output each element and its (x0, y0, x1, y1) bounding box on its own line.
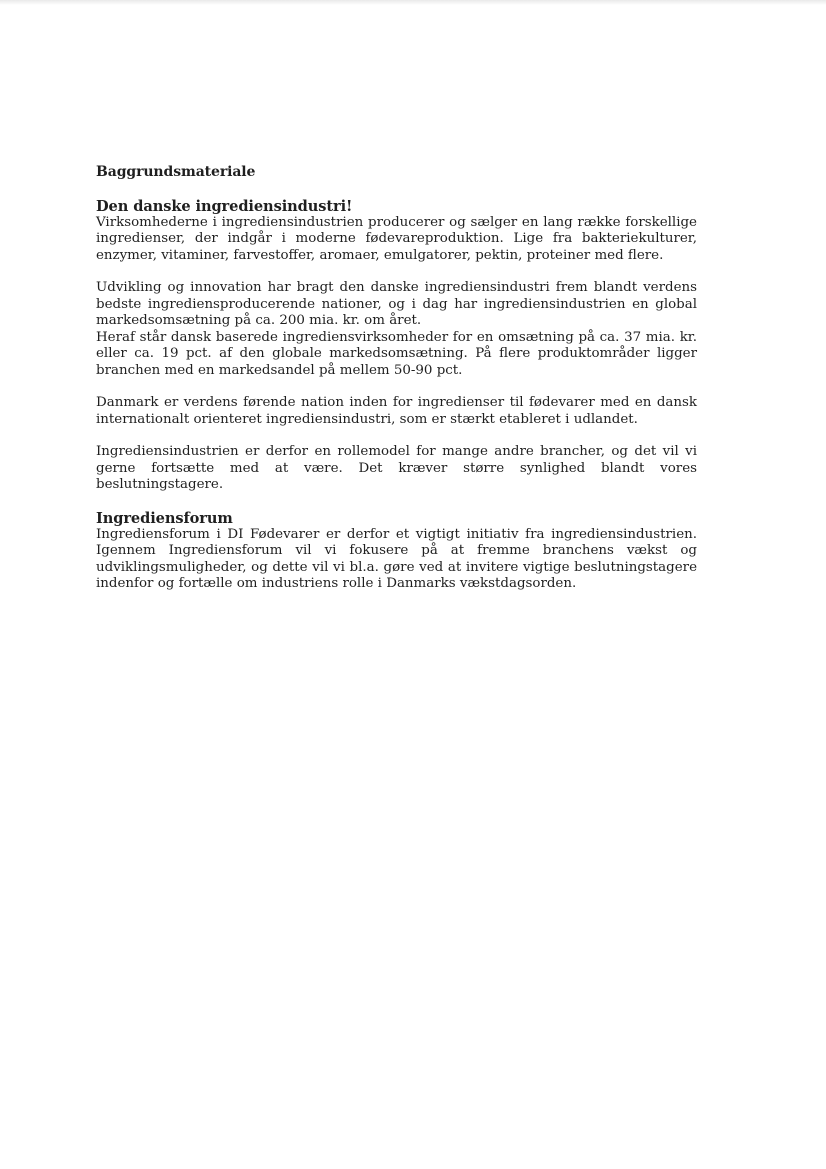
paragraph-innovation: Udvikling og innovation har bragt den danske ingrediensindustri frem blandt verdens bedste ingrediensproducerende nationer, og i dag har ingrediensindustrien en global markedsomsætning på ca. 200 mia. kr. om året. (96, 280, 697, 328)
document-title: Baggrundsmateriale (96, 164, 256, 180)
paragraph-leading-nation: Danmark er verdens førende nation inden for ingredienser til fødevarer med en dansk internationalt orienteret ingrediensindustri, som er stærkt etableret i udlandet. (96, 395, 697, 427)
paragraph-role-model: Ingrediensindustrien er derfor en rollemodel for mange andre brancher, og det vil vi gerne fortsætte med at være. Det kræver større synlighed blandt vores beslutningstagere. (96, 444, 697, 492)
section-heading-forum: Ingrediensforum (96, 509, 233, 527)
scan-edge (0, 0, 826, 5)
paragraph-market-share: Heraf står dansk baserede ingrediensvirksomheder for en omsætning på ca. 37 mia. kr. eller ca. 19 pct. af den globale markedsomsætning. På flere produktområder ligger branchen med en markedsandel på mellem 50-90 pct. (96, 329, 697, 378)
section-heading-industry: Den danske ingrediensindustri! (96, 197, 353, 215)
paragraph-industry-intro: Virksomhederne i ingrediensindustrien producerer og sælger en lang række forskellige ingredienser, der indgår i moderne fødevareproduktion. Lige fra bakteriekulturer, enzymer, vitaminer, farvestoffer, aromaer, emulgatorer, pektin, proteiner med flere. (96, 214, 697, 263)
paragraph-forum: Ingrediensforum i DI Fødevarer er derfor et vigtigt initiativ fra ingrediensindustrien. Igennem Ingrediensforum vil vi fokusere på at fremme branchens vækst og udviklingsmuligheder, og dette vil vi bl.a. gøre ved at invitere vigtige beslutningstagere indenfor og fortælle om industriens rolle i Danmarks vækstdagsorden. (96, 526, 697, 591)
document-body (96, 164, 697, 609)
